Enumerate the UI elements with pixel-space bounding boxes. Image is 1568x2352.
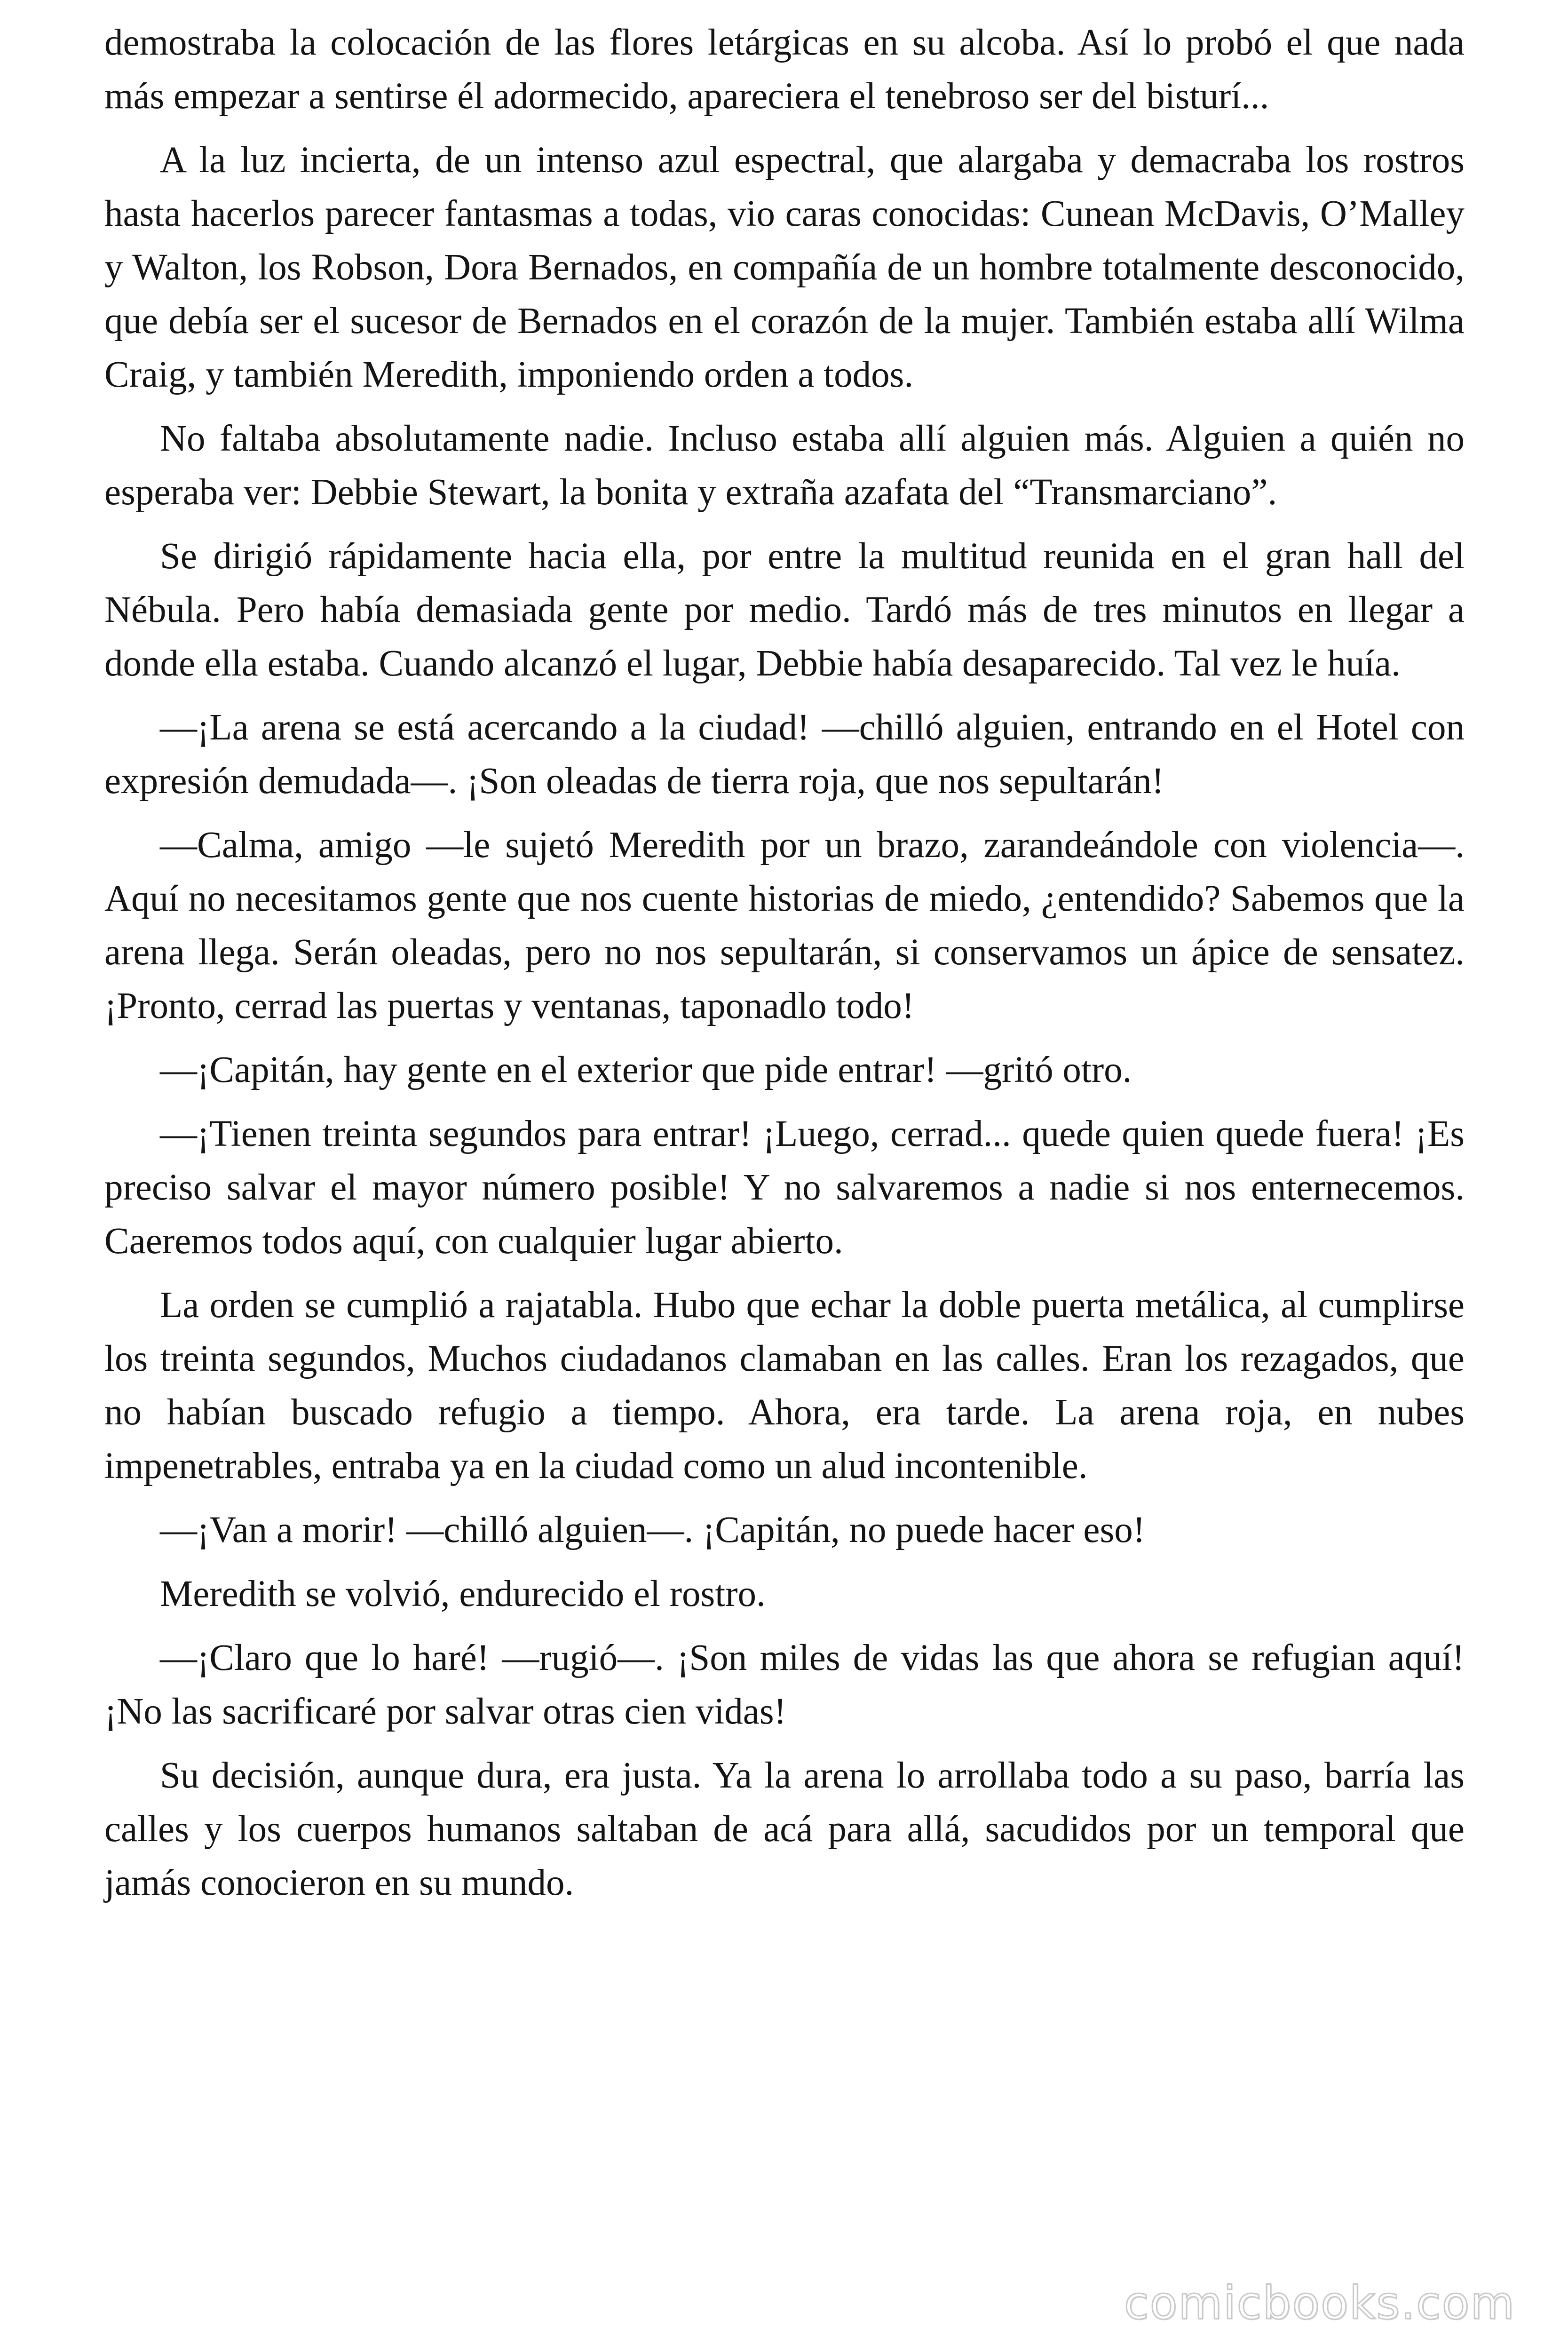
paragraph: A la luz incierta, de un intenso azul espectral, que alargaba y demacraba los rostros hasta hacerlos parecer fantasmas a todas, vio caras conocidas: Cunean McDavis, O’Malley y Walton, los Robson, Dora Bernados, en compañía de un hombre totalmente desconocido, que debía ser el sucesor de Bernados en el corazón de la mujer. También estaba allí Wilma Craig, y también Meredith, imponiendo orden a todos. (104, 140, 1465, 395)
paragraph: Se dirigió rápidamente hacia ella, por entre la multitud reunida en el gran hall del Nébula. Pero había demasiada gente por medio. Tardó más de tres minutos en llegar a donde ella estaba. Cuando alcanzó el lugar, Debbie había desaparecido. Tal vez le huía. (104, 536, 1465, 684)
paragraph: Su decisión, aunque dura, era justa. Ya la arena lo arrollaba todo a su paso, barría las calles y los cuerpos humanos saltaban de acá para allá, sacudidos por un temporal que jamás conocieron en su mundo. (104, 1755, 1465, 1903)
paragraph: —¡Van a morir! —chilló alguien—. ¡Capitán, no puede hacer eso! (160, 1510, 1146, 1550)
watermark: comicbooks.com (1124, 2277, 1515, 2329)
paragraph: demostraba la colocación de las flores letárgicas en su alcoba. Así lo probó el que nada más empezar a sentirse él adormecido, apareciera el tenebroso ser del bisturí... (104, 22, 1465, 117)
page-body (104, 16, 1465, 1920)
paragraph: —¡Claro que lo haré! —rugió—. ¡Son miles de vidas las que ahora se refugian aquí! ¡No las sacrificaré por salvar otras cien vidas! (104, 1637, 1465, 1732)
paragraph: La orden se cumplió a rajatabla. Hubo que echar la doble puerta metálica, al cumplirse los treinta segundos, Muchos ciudadanos clamaban en las calles. Eran los rezagados, que no habían buscado refugio a tiempo. Ahora, era tarde. La arena roja, en nubes impenetrables, entraba ya en la ciudad como un alud incontenible. (104, 1285, 1465, 1486)
paragraph: —Calma, amigo —le sujetó Meredith por un brazo, zarandeándole con violencia—. Aquí no necesitamos gente que nos cuente historias de miedo, ¿entendido? Sabemos que la arena llega. Serán oleadas, pero no nos sepultarán, si conservamos un ápice de sensatez. ¡Pronto, cerrad las puertas y ventanas, taponadlo todo! (104, 825, 1465, 1026)
paragraph: Meredith se volvió, endurecido el rostro. (160, 1573, 766, 1614)
paragraph: —¡Capitán, hay gente en el exterior que pide entrar! —gritó otro. (160, 1049, 1132, 1090)
paragraph: —¡Tienen treinta segundos para entrar! ¡Luego, cerrad... quede quien quede fuera! ¡Es preciso salvar el mayor número posible! Y no salvaremos a nadie si nos enternecemos. Caeremos todos aquí, con cualquier lugar abierto. (104, 1113, 1465, 1262)
paragraph: No faltaba absolutamente nadie. Incluso estaba allí alguien más. Alguien a quién no esperaba ver: Debbie Stewart, la bonita y extraña azafata del “Transmarciano”. (104, 418, 1465, 513)
paragraph: —¡La arena se está acercando a la ciudad! —chilló alguien, entrando en el Hotel con expresión demudada—. ¡Son oleadas de tierra roja, que nos sepultarán! (104, 707, 1465, 802)
